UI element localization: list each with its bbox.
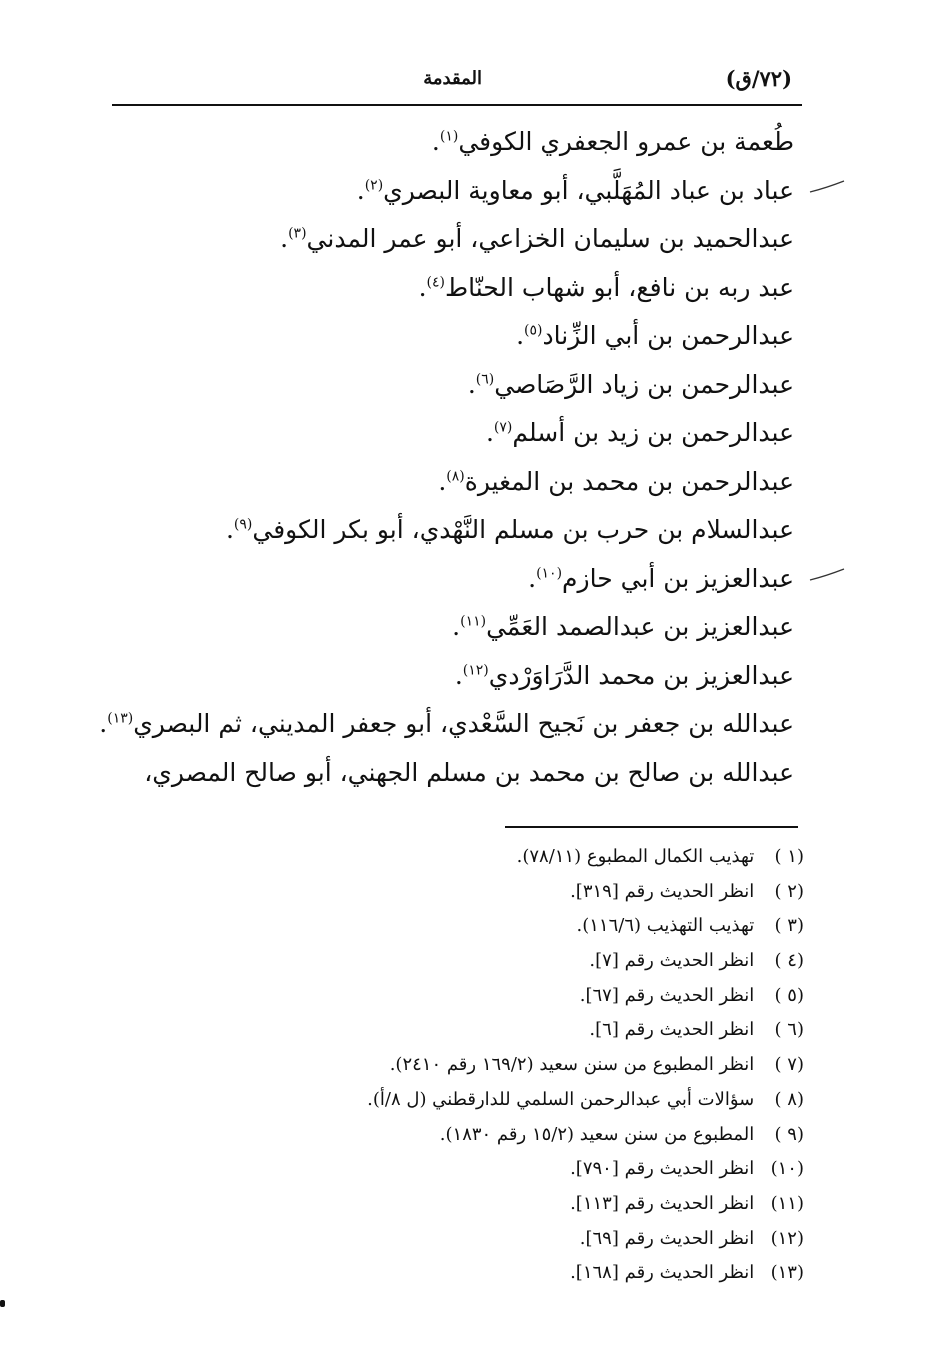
footnote-text: انظر الحديث رقم [٧]. <box>589 950 755 972</box>
narrator-entry <box>104 555 794 604</box>
footnote-text: انظر الحديث رقم [١٦٨]. <box>570 1262 755 1284</box>
entry-end: . <box>418 272 427 302</box>
footnote <box>244 979 804 1014</box>
footnote <box>244 1152 804 1187</box>
narrator-entry <box>104 361 794 410</box>
footnote-text: سؤالات أبي عبدالرحمن السلمي للدارقطني (ل ٨/أ). <box>367 1088 755 1110</box>
narrator-name: عبدالعزيز بن محمد الدَّرَاوَرْدي <box>488 660 794 690</box>
footnote-marker: (٨) <box>446 468 465 485</box>
footnote-number: (١٣) <box>770 1262 804 1284</box>
narrator-entry <box>104 652 794 701</box>
footnote-text: تهذيب الكمال المطبوع (٧٨/١١). <box>516 846 755 867</box>
narrator-name: عبدالرحمن بن محمد بن المغيرة <box>464 466 794 496</box>
footnote-number: (٦ ) <box>774 1019 804 1041</box>
entry-end: . <box>438 466 447 496</box>
footnote-text: انظر الحديث رقم [٦٧]. <box>579 984 755 1006</box>
footnote <box>244 1048 804 1083</box>
page-reference: (٧٢/ق) <box>725 66 792 91</box>
narrator-entry <box>99 700 794 749</box>
narrator-entry <box>104 603 794 652</box>
entry-end: . <box>99 709 108 738</box>
footnote-number: (١ ) <box>774 846 804 867</box>
entry-end: . <box>452 612 461 641</box>
narrator-name: عباد بن عباد المُهَلَّبي، أبو معاوية البصري <box>383 175 794 205</box>
footnote-marker: (٩) <box>233 516 253 533</box>
narrator-name: عبدالحميد بن سليمان الخزاعي، أبو عمر المدني <box>306 224 794 253</box>
footnote-number: (٩ ) <box>774 1123 804 1145</box>
footnote-marker: (٢) <box>364 177 384 194</box>
footnote-marker: (١) <box>439 128 459 145</box>
footnote-marker: (٧) <box>493 419 513 436</box>
narrator-entry <box>104 458 794 507</box>
scan-speck <box>0 1300 5 1307</box>
narrator-entry <box>104 749 794 798</box>
footnote-number: (١١) <box>770 1192 804 1214</box>
entry-end: . <box>467 369 476 399</box>
footnote-number: (٥ ) <box>774 984 804 1006</box>
footnote-text: انظر الحديث رقم [٦٩]. <box>579 1227 755 1249</box>
narrator-entry <box>104 215 794 264</box>
footnote <box>244 1256 804 1291</box>
footnote <box>244 944 804 979</box>
footnote-divider <box>505 826 798 828</box>
footnote-number: (١٢) <box>770 1227 804 1249</box>
entry-end: . <box>528 563 537 593</box>
narrator-name: عبد ربه بن نافع، أبو شهاب الحنّاط <box>444 272 794 302</box>
entry-end: . <box>431 127 440 156</box>
entry-end: . <box>356 175 365 205</box>
footnote <box>244 1118 804 1153</box>
section-title: المقدمة <box>423 68 482 89</box>
footnote-marker: (٣) <box>288 225 307 242</box>
narrator-name: عبدالسلام بن حرب بن مسلم النَّهْدي، أبو بكر الكوفي <box>252 515 794 544</box>
narrator-entry <box>104 118 794 167</box>
footnote <box>244 875 804 910</box>
footnote-marker: (٦) <box>475 371 495 388</box>
footnote-text: انظر المطبوع من سنن سعيد (١٦٩/٢ رقم ٢٤١٠). <box>389 1054 755 1076</box>
footnote-text: المطبوع من سنن سعيد (١٥/٢ رقم ١٨٣٠). <box>439 1123 755 1145</box>
entry-end: . <box>280 224 289 253</box>
narrator-name: عبدالرحمن بن زيد بن أسلم <box>512 418 794 447</box>
footnote-marker: (١٠) <box>536 565 563 582</box>
narrator-name: عبدالله بن جعفر بن نَجيح السَّعْدي، أبو جعفر المديني، ثم البصري <box>133 709 794 738</box>
margin-check-mark <box>808 568 846 582</box>
footnote <box>244 909 804 944</box>
narrator-entry <box>104 167 794 216</box>
footnote-number: (٢ ) <box>774 880 804 902</box>
footnote-text: انظر الحديث رقم [٦]. <box>589 1019 755 1041</box>
footnote <box>244 1013 804 1048</box>
footnote-marker: (١٣) <box>107 710 134 727</box>
margin-check-mark <box>808 180 846 194</box>
narrator-entry <box>104 264 794 313</box>
footnote <box>244 1222 804 1257</box>
footnote <box>244 840 804 875</box>
footnote-marker: (٥) <box>524 322 543 339</box>
footnote-marker: (١٢) <box>462 662 489 679</box>
footnote-list <box>244 840 804 1291</box>
narrator-list <box>99 118 794 797</box>
footnote-number: (٣ ) <box>774 915 804 937</box>
narrator-name: عبدالعزيز بن عبدالصمد العَمِّي <box>486 612 794 641</box>
narrator-name: طُعمة بن عمرو الجعفري الكوفي <box>458 127 794 156</box>
narrator-name: عبدالرحمن بن زياد الرَّصَاصي <box>494 369 794 399</box>
entry-end: . <box>516 321 525 350</box>
footnote-number: (٤ ) <box>774 950 804 972</box>
narrator-entry <box>104 506 794 555</box>
footnote <box>244 1187 804 1222</box>
footnote-marker: (٤) <box>426 274 445 291</box>
narrator-name: عبدالرحمن بن أبي الزِّناد <box>542 321 794 350</box>
footnote-text: انظر الحديث رقم [٧٩٠]. <box>570 1158 755 1180</box>
header-divider <box>112 104 802 106</box>
footnote <box>244 1083 804 1118</box>
narrator-entry <box>104 409 794 458</box>
narrator-entry <box>104 312 794 361</box>
footnote-marker: (١١) <box>460 613 487 630</box>
footnote-number: (٧ ) <box>774 1054 804 1076</box>
narrator-name: عبدالله بن صالح بن محمد بن مسلم الجهني، أبو صالح المصري، <box>144 757 794 787</box>
entry-end: . <box>485 418 494 447</box>
footnote-text: تهذيب التهذيب (١١٦/٦). <box>576 915 755 937</box>
entry-end: . <box>225 515 234 544</box>
entry-end: . <box>454 660 463 690</box>
footnote-text: انظر الحديث رقم [١١٣]. <box>570 1192 755 1214</box>
footnote-number: (١٠) <box>770 1158 804 1180</box>
footnote-text: انظر الحديث رقم [٣١٩]. <box>570 880 755 902</box>
narrator-name: عبدالعزيز بن أبي حازم <box>562 563 794 593</box>
page-header <box>112 60 802 104</box>
footnote-number: (٨ ) <box>774 1088 804 1110</box>
